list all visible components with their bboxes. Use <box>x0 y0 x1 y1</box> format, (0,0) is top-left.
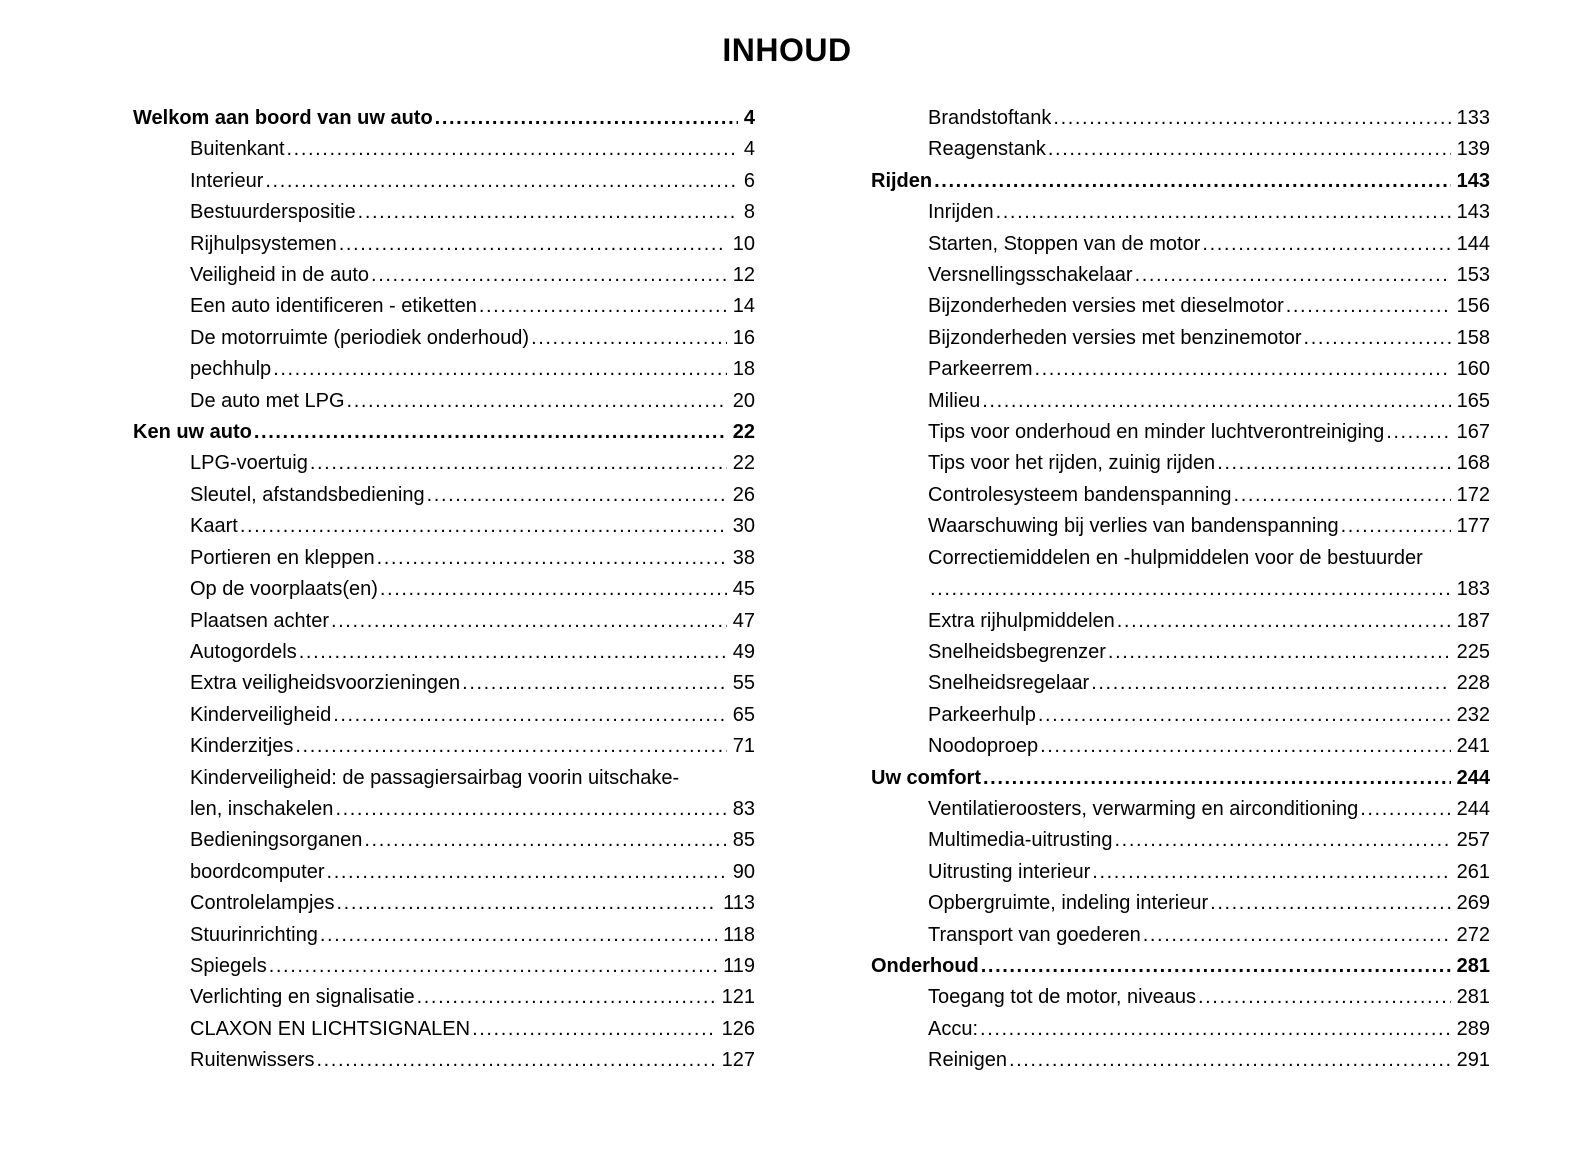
toc-entry-row <box>871 700 1490 731</box>
toc-entry-row <box>133 1045 755 1076</box>
dot-leader <box>462 668 727 699</box>
toc-entry-label: Tips voor onderhoud en minder luchtverontreiniging <box>928 421 1385 444</box>
dot-leader <box>1009 1045 1451 1076</box>
dot-leader <box>1092 857 1450 888</box>
toc-entry-label: Controlelampjes <box>190 892 335 915</box>
toc-entry-row <box>133 1014 755 1045</box>
toc-entry-label: Onderhoud <box>871 954 979 977</box>
dot-leader <box>1135 260 1451 291</box>
toc-entry-page: 244 <box>1456 797 1490 820</box>
toc-entry-label: Autogordels <box>190 640 297 663</box>
dot-leader <box>1286 291 1451 322</box>
toc-entry-row <box>133 668 755 699</box>
toc-entry-label: Kinderveiligheid: de passagiersairbag voorin uitschake- <box>190 766 680 789</box>
toc-entry-page: 228 <box>1456 672 1490 695</box>
dot-leader <box>417 982 716 1013</box>
toc-entry-row <box>133 197 755 228</box>
toc-entry-row <box>871 323 1490 354</box>
toc-section-row <box>133 103 755 134</box>
toc-entry-label: Tips voor het rijden, zuinig rijden <box>928 452 1216 475</box>
toc-entry-label: Brandstoftank <box>928 107 1052 129</box>
toc-entry-page: 156 <box>1456 295 1490 318</box>
toc-entry-row <box>133 511 755 542</box>
toc-entry-label: len, inschakelen <box>190 797 334 820</box>
toc-entry-row <box>871 197 1490 228</box>
toc-entry-label: Kinderzitjes <box>190 735 294 758</box>
page-title: INHOUD <box>722 32 852 68</box>
toc-entry-row <box>871 888 1490 919</box>
toc-entry-label: Uitrusting interieur <box>928 860 1091 883</box>
dot-leader <box>265 166 738 197</box>
toc-entry-page: 133 <box>1456 107 1490 129</box>
toc-entry-label: Plaatsen achter <box>190 609 329 632</box>
toc-entry-page: 257 <box>1456 829 1490 852</box>
toc-entry-page: 143 <box>1456 201 1490 224</box>
dot-leader <box>531 323 727 354</box>
toc-entry-label: Bijzonderheden versies met benzinemotor <box>928 326 1302 349</box>
dot-leader <box>983 763 1451 794</box>
toc-entry-row <box>133 574 755 605</box>
toc-entry-row <box>871 448 1490 479</box>
dot-leader <box>240 511 727 542</box>
toc-entry-label: Spiegels <box>190 954 267 977</box>
toc-entry-page: 272 <box>1456 923 1490 946</box>
toc-entry-row <box>871 260 1490 291</box>
toc-entry-label: Transport van goederen <box>928 923 1141 946</box>
toc-entry-page: 49 <box>732 640 755 663</box>
toc-entry-page: 244 <box>1456 766 1490 789</box>
dot-leader <box>1117 606 1451 637</box>
dot-leader <box>316 1045 715 1076</box>
toc-entry-page: 177 <box>1456 515 1490 538</box>
toc-entry-row <box>871 606 1490 637</box>
toc-entry-page: 14 <box>732 295 755 318</box>
toc-entry-label: Sleutel, afstandsbediening <box>190 483 425 506</box>
dot-leader <box>269 951 717 982</box>
toc-entry-row <box>133 448 755 479</box>
dot-leader <box>1038 700 1451 731</box>
dot-leader <box>980 1014 1451 1045</box>
toc-entry-row <box>871 574 1490 605</box>
dot-leader <box>327 857 727 888</box>
toc-entry-page: 281 <box>1456 954 1490 977</box>
toc-entry-page: 45 <box>732 578 755 601</box>
toc-entry-row <box>871 668 1490 699</box>
toc-entry-label: Stuurinrichting <box>190 923 318 946</box>
toc-entry-row <box>871 103 1490 134</box>
toc-entry-row <box>871 920 1490 951</box>
toc-entry-label: Opbergruimte, indeling interieur <box>928 892 1209 915</box>
toc-entry-label: Veiligheid in de auto <box>190 264 370 287</box>
dot-leader <box>1210 888 1450 919</box>
toc-entry-page: 55 <box>732 672 755 695</box>
toc-entry-row <box>133 857 755 888</box>
toc-entry-label: Welkom aan boord van uw auto <box>133 107 433 129</box>
toc-entry-label: Controlesysteem bandenspanning <box>928 483 1232 506</box>
toc-entry-row <box>871 229 1490 260</box>
toc-entry-row <box>133 731 755 762</box>
toc-entry-page: 281 <box>1456 986 1490 1009</box>
toc-section-row <box>871 763 1490 794</box>
toc-entry-row <box>133 982 755 1013</box>
toc-entry-label: Milieu <box>928 389 981 412</box>
toc-entry-page: 160 <box>1456 358 1490 381</box>
dot-leader <box>435 103 738 134</box>
dot-leader <box>1108 637 1451 668</box>
toc-entry-page: 65 <box>732 703 755 726</box>
toc-entry-row <box>133 825 755 856</box>
toc-entry-page: 121 <box>721 986 755 1009</box>
toc-entry-row <box>133 480 755 511</box>
toc-entry-label: Parkeerrem <box>928 358 1033 381</box>
toc-entry-page: 18 <box>732 358 755 381</box>
toc-entry-page: 8 <box>743 201 755 224</box>
toc-entry-page: 153 <box>1456 264 1490 287</box>
toc-entry-page: 232 <box>1456 703 1490 726</box>
toc-entry-row <box>871 543 1490 574</box>
dot-leader <box>254 417 727 448</box>
toc-entry-label: Ventilatieroosters, verwarming en airconditioning <box>928 797 1359 820</box>
toc-section-row <box>871 166 1490 197</box>
toc-entry-label: Versnellingsschakelaar <box>928 264 1133 287</box>
toc-entry-page: 269 <box>1456 892 1490 915</box>
toc-entry-row <box>133 323 755 354</box>
dot-leader <box>1040 731 1451 762</box>
dot-leader <box>934 166 1451 197</box>
toc-entry-row <box>133 637 755 668</box>
toc-entry-page: 26 <box>732 483 755 506</box>
toc-entry-page: 10 <box>732 232 755 255</box>
dot-leader <box>1115 825 1451 856</box>
dot-leader <box>930 574 1451 605</box>
dot-leader <box>377 543 727 574</box>
toc-entry-label: Ken uw auto <box>133 421 252 444</box>
toc-entry-page: 165 <box>1456 389 1490 412</box>
toc-entry-page: 30 <box>732 515 755 538</box>
toc-entry-label: Accu: <box>928 1017 979 1040</box>
toc-entry-row <box>871 857 1490 888</box>
toc-entry-page: 261 <box>1456 860 1490 883</box>
toc-entry-page: 83 <box>732 797 755 820</box>
dot-leader <box>310 448 727 479</box>
toc-entry-page: 187 <box>1456 609 1490 632</box>
toc-entry-label: Op de voorplaats(en) <box>190 578 378 601</box>
toc-entry-row <box>133 888 755 919</box>
toc-entry-page: 167 <box>1456 421 1490 444</box>
dot-leader <box>337 888 718 919</box>
toc-section-row <box>871 951 1490 982</box>
toc-entry-page: 172 <box>1456 483 1490 506</box>
toc-entry-page: 127 <box>721 1049 755 1072</box>
toc-entry-row <box>871 1045 1490 1076</box>
toc-entry-label: Extra veiligheidsvoorzieningen <box>190 672 461 695</box>
toc-entry-page: 22 <box>732 421 755 444</box>
dot-leader <box>1048 134 1451 165</box>
toc-section-row <box>133 417 755 448</box>
table-of-contents <box>0 103 1574 1077</box>
dot-leader <box>295 731 726 762</box>
dot-leader <box>1034 354 1450 385</box>
dot-leader <box>1143 920 1451 951</box>
toc-entry-page: 126 <box>721 1017 755 1040</box>
dot-leader <box>358 197 738 228</box>
toc-entry-row <box>871 511 1490 542</box>
dot-leader <box>1091 668 1450 699</box>
toc-entry-label: Interieur <box>190 169 264 192</box>
toc-entry-label: Rijhulpsystemen <box>190 232 337 255</box>
toc-entry-page: 22 <box>732 452 755 475</box>
toc-column-right <box>871 103 1490 1077</box>
toc-entry-row <box>133 606 755 637</box>
dot-leader <box>1304 323 1451 354</box>
dot-leader <box>472 1014 716 1045</box>
toc-entry-row <box>871 291 1490 322</box>
toc-entry-label: Waarschuwing bij verlies van bandenspanning <box>928 515 1339 538</box>
toc-entry-label: Kinderveiligheid <box>190 703 332 726</box>
toc-entry-row <box>871 637 1490 668</box>
toc-entry-page: 38 <box>732 546 755 569</box>
toc-entry-label: De motorruimte (periodiek onderhoud) <box>190 326 530 349</box>
dot-leader <box>380 574 727 605</box>
toc-entry-page: 241 <box>1456 735 1490 758</box>
toc-entry-label: Noodoproep <box>928 735 1039 758</box>
toc-column-left <box>133 103 755 1077</box>
dot-leader <box>996 197 1451 228</box>
toc-entry-page: 119 <box>723 954 755 977</box>
dot-leader <box>1234 480 1451 511</box>
toc-entry-label: Reagenstank <box>928 138 1046 161</box>
toc-entry-label: LPG-voertuig <box>190 452 308 475</box>
dot-leader <box>331 606 727 637</box>
dot-leader <box>299 637 727 668</box>
toc-entry-page: 113 <box>723 892 755 915</box>
toc-entry-page: 4 <box>743 107 755 129</box>
dot-leader <box>335 794 726 825</box>
dot-leader <box>1341 511 1451 542</box>
toc-entry-row <box>133 354 755 385</box>
toc-entry-label: Een auto identificeren - etiketten <box>190 295 477 318</box>
toc-entry-row <box>871 134 1490 165</box>
toc-entry-row <box>871 386 1490 417</box>
toc-entry-row <box>133 794 755 825</box>
toc-entry-label: Kaart <box>190 515 238 538</box>
toc-entry-label: Portieren en kleppen <box>190 546 375 569</box>
dot-leader <box>339 229 727 260</box>
toc-entry-row <box>133 291 755 322</box>
toc-entry-label: boordcomputer <box>190 860 325 883</box>
toc-entry-page: 289 <box>1456 1017 1490 1040</box>
toc-entry-row <box>133 951 755 982</box>
toc-entry-label: Buitenkant <box>190 138 285 161</box>
dot-leader <box>1202 229 1450 260</box>
toc-entry-page: 168 <box>1456 452 1490 475</box>
toc-entry-page: 90 <box>732 860 755 883</box>
toc-entry-label: Rijden <box>871 169 933 192</box>
toc-entry-label: Correctiemiddelen en -hulpmiddelen voor de bestuurder <box>928 546 1423 569</box>
toc-entry-page: 291 <box>1456 1049 1490 1072</box>
toc-entry-page: 20 <box>732 389 755 412</box>
dot-leader <box>273 354 727 385</box>
toc-entry-page: 158 <box>1456 326 1490 349</box>
toc-entry-page: 225 <box>1456 640 1490 663</box>
toc-entry-row <box>133 543 755 574</box>
toc-entry-label: Toegang tot de motor, niveaus <box>928 986 1196 1009</box>
dot-leader <box>287 134 738 165</box>
toc-entry-page: 144 <box>1456 232 1490 255</box>
toc-entry-row <box>133 260 755 291</box>
toc-entry-label: Bijzonderheden versies met dieselmotor <box>928 295 1284 318</box>
toc-entry-label: Verlichting en signalisatie <box>190 986 415 1009</box>
toc-entry-row <box>871 982 1490 1013</box>
toc-entry-page: 12 <box>732 264 755 287</box>
toc-entry-label: pechhulp <box>190 358 272 381</box>
dot-leader <box>982 386 1450 417</box>
toc-entry-page: 4 <box>743 138 755 161</box>
toc-entry-label: Bedieningsorganen <box>190 829 363 852</box>
dot-leader <box>333 700 727 731</box>
toc-entry-page: 85 <box>732 829 755 852</box>
dot-leader <box>1198 982 1451 1013</box>
toc-entry-page: 143 <box>1456 169 1490 192</box>
toc-entry-label: Reinigen <box>928 1049 1007 1072</box>
toc-entry-row <box>133 134 755 165</box>
toc-entry-label: Bestuurderspositie <box>190 201 356 224</box>
toc-entry-row <box>133 920 755 951</box>
toc-entry-row <box>871 417 1490 448</box>
toc-entry-row <box>871 480 1490 511</box>
toc-entry-label: De auto met LPG <box>190 389 345 412</box>
toc-entry-label: Extra rijhulpmiddelen <box>928 609 1115 632</box>
toc-entry-page: 47 <box>732 609 755 632</box>
toc-entry-label: Uw comfort <box>871 766 981 789</box>
toc-entry-row <box>133 229 755 260</box>
toc-entry-row <box>871 794 1490 825</box>
toc-entry-page: 71 <box>732 735 755 758</box>
dot-leader <box>1053 103 1450 134</box>
dot-leader <box>479 291 727 322</box>
toc-entry-row <box>871 825 1490 856</box>
toc-entry-row <box>133 166 755 197</box>
toc-entry-label: Starten, Stoppen van de motor <box>928 232 1201 255</box>
toc-entry-label: Multimedia-uitrusting <box>928 829 1113 852</box>
toc-entry-label: Snelheidsregelaar <box>928 672 1090 695</box>
toc-entry-page: 139 <box>1456 138 1490 161</box>
toc-entry-row <box>871 1014 1490 1045</box>
toc-entry-page: 118 <box>723 923 755 946</box>
toc-entry-row <box>133 386 755 417</box>
dot-leader <box>427 480 727 511</box>
toc-entry-row <box>133 763 755 794</box>
toc-entry-page: 183 <box>1456 578 1490 601</box>
dot-leader <box>347 386 727 417</box>
toc-entry-row <box>871 354 1490 385</box>
dot-leader <box>981 951 1451 982</box>
toc-entry-row <box>871 731 1490 762</box>
dot-leader <box>1360 794 1450 825</box>
toc-entry-label: Parkeerhulp <box>928 703 1036 726</box>
dot-leader <box>1217 448 1450 479</box>
toc-entry-row <box>133 700 755 731</box>
toc-entry-label: Snelheidsbegrenzer <box>928 640 1106 663</box>
dot-leader <box>364 825 726 856</box>
toc-entry-page: 16 <box>732 326 755 349</box>
toc-entry-label: CLAXON EN LICHTSIGNALEN <box>190 1017 471 1040</box>
dot-leader <box>1386 417 1450 448</box>
toc-entry-label: Ruitenwissers <box>190 1049 315 1072</box>
dot-leader <box>371 260 727 291</box>
dot-leader <box>320 920 717 951</box>
toc-entry-page: 6 <box>743 169 755 192</box>
toc-entry-label: Inrijden <box>928 201 994 224</box>
